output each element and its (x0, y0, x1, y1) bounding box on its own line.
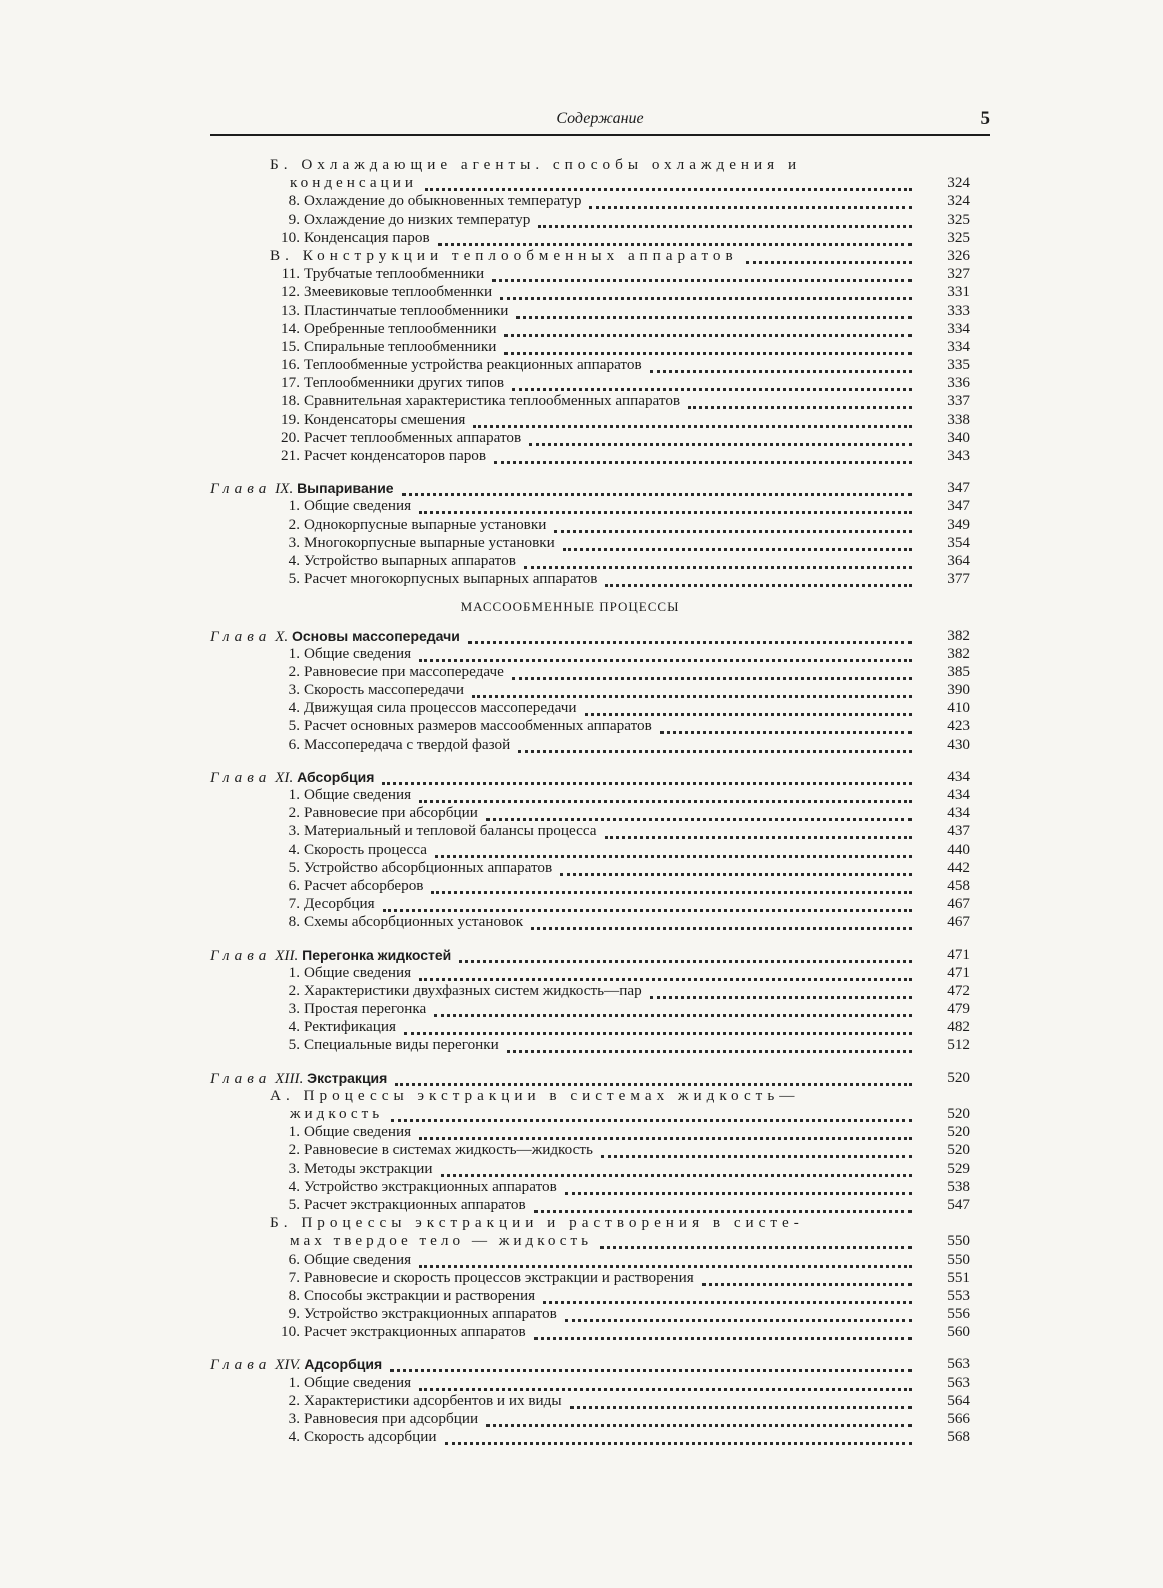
chapter-number: XII. (275, 946, 299, 964)
page-reference: 335 (947, 356, 970, 374)
entry-title: Расчет конденсаторов паров (304, 447, 487, 464)
page-reference: 324 (947, 192, 970, 210)
entry-number: 11. (281, 265, 300, 283)
entry-title: Характеристики двухфазных систем жидкость—пар (304, 981, 642, 999)
entry-number: 13. (281, 301, 300, 319)
entry-title: Способы экстракции и растворения (304, 1286, 536, 1304)
page-reference: 564 (947, 1391, 970, 1409)
header-rule (210, 134, 990, 136)
entry-number: 16. (281, 356, 300, 374)
page-reference: 340 (947, 428, 970, 446)
entry-number: 4. (288, 699, 300, 717)
entry-number: 9. (288, 210, 300, 228)
entry-number: 4. (288, 1428, 300, 1446)
entry-title: Теплообменные устройства реакционных аппаратов (304, 356, 642, 374)
entry-title: Пластинчатые теплообменники (304, 301, 509, 319)
toc-entry (210, 1036, 990, 1054)
entry-title: Устройство экстракционных аппаратов (304, 1177, 557, 1195)
entry-number: 5. (288, 858, 300, 876)
section-title: А. Процессы экстракции в системах жидкость— (270, 1086, 800, 1104)
entry-title: Специальные виды перегонки (304, 1036, 499, 1054)
page-reference: 512 (947, 1036, 970, 1054)
chapter-label: Глава (210, 627, 272, 645)
chapter-title: Выпаривание (297, 480, 394, 497)
entry-title: Расчет экстракционных аппаратов (304, 1323, 526, 1341)
entry-number: 8. (288, 1286, 300, 1304)
chapter-title: Экстракция (307, 1069, 388, 1086)
entry-title: Скорость адсорбции (304, 1428, 437, 1446)
entry-number: 6. (288, 735, 300, 753)
dot-leader (494, 443, 912, 464)
page-reference: 520 (947, 1068, 970, 1086)
entry-title: Десорбция (304, 895, 375, 913)
entry-title: Спиральные теплообменники (304, 337, 497, 355)
page-reference: 566 (947, 1410, 970, 1427)
dot-leader (445, 1424, 912, 1445)
entry-number: 10. (281, 1323, 300, 1341)
entry-number: 1. (288, 1373, 300, 1391)
entry-title: Однокорпусные выпарные установки (304, 515, 547, 533)
toc-entry (210, 1428, 990, 1446)
entry-title: Равновесие и скорость процессов экстракции и растворения (304, 1268, 694, 1286)
entry-title: Схемы абсорбционных установок (304, 913, 524, 931)
part-heading (210, 598, 990, 616)
chapter-label: Глава (210, 1356, 272, 1374)
entry-title: Расчет основных размеров массообменных аппаратов (304, 717, 652, 735)
chapter-label: Глава (210, 480, 272, 498)
chapter-title: Основы массопередачи (292, 627, 460, 644)
entry-title: Равновесие в системах жидкость—жидкость (304, 1141, 593, 1159)
page-reference: 442 (947, 858, 970, 876)
entry-number: 20. (281, 428, 300, 446)
page-reference: 325 (947, 210, 970, 228)
entry-title: Расчет экстракционных аппаратов (304, 1195, 526, 1213)
entry-title: Скорость процесса (304, 840, 427, 858)
entry-title: Расчет теплообменных аппаратов (304, 428, 522, 446)
page-reference: 434 (947, 786, 970, 803)
page-reference: 434 (947, 767, 970, 785)
page-reference: 563 (947, 1373, 970, 1391)
page-reference: 347 (947, 479, 970, 497)
entry-title: Охлаждение до низких температур (304, 210, 531, 228)
toc-entry (210, 570, 990, 588)
entry-title: Равновесия при адсорбции (304, 1410, 479, 1427)
entry-title: Охлаждение до обыкновенных температур (304, 192, 582, 210)
page-reference: 333 (947, 301, 970, 319)
entry-number: 5. (288, 717, 300, 735)
chapter-heading (210, 1355, 382, 1374)
dot-leader (518, 732, 912, 753)
chapter-heading (210, 768, 374, 787)
entry-number: 18. (281, 392, 300, 410)
entry-title: Общие сведения (304, 1123, 412, 1141)
entry-number: 2. (288, 515, 300, 533)
page-reference: 556 (947, 1305, 970, 1323)
entry-title: Сравнительная характеристика теплообменных аппаратов (304, 392, 681, 410)
chapter-heading (210, 479, 394, 498)
entry-number: 14. (281, 319, 300, 337)
chapter-title: Перегонка жидкостей (302, 946, 452, 963)
entry-title: Равновесие при абсорбции (304, 804, 478, 822)
section-title: жидкость (290, 1105, 384, 1122)
page-reference: 437 (947, 822, 970, 840)
page-reference: 471 (947, 963, 970, 981)
entry-title: Скорость массопередачи (304, 681, 464, 699)
entry-title: Общие сведения (304, 644, 412, 662)
entry-title: Устройство экстракционных аппаратов (304, 1305, 557, 1323)
chapter-number: XIV. (275, 1356, 301, 1374)
page-reference: 440 (947, 840, 970, 858)
page-reference: 336 (947, 374, 970, 392)
page-reference: 343 (947, 447, 970, 464)
entry-title: Общие сведения (304, 963, 412, 981)
entry-number: 1. (288, 644, 300, 662)
page-reference: 327 (947, 265, 970, 283)
entry-title: Общие сведения (304, 786, 412, 803)
toc-entry (210, 913, 990, 931)
page-reference: 410 (947, 699, 970, 717)
page-reference: 563 (947, 1355, 970, 1373)
entry-title: Расчет абсорберов (304, 876, 424, 894)
page-reference: 326 (947, 246, 970, 264)
dot-leader (531, 909, 912, 930)
page-reference: 568 (947, 1428, 970, 1446)
chapter-label: Глава (210, 768, 272, 786)
page-reference: 434 (947, 804, 970, 822)
page-reference: 547 (947, 1195, 970, 1213)
entry-number: 2. (288, 981, 300, 999)
page-reference: 520 (947, 1123, 970, 1141)
page-reference: 458 (947, 876, 970, 894)
toc-entry (210, 1196, 990, 1214)
page-reference: 382 (947, 626, 970, 644)
page-reference: 520 (947, 1105, 970, 1122)
entry-number: 6. (288, 1250, 300, 1268)
entry-number: 8. (288, 192, 300, 210)
running-title: Содержание (556, 110, 644, 127)
page-reference: 331 (947, 283, 970, 301)
entry-title: Материальный и тепловой балансы процесса (304, 822, 597, 840)
entry-title: Равновесие при массопередаче (304, 662, 504, 680)
page-reference: 529 (947, 1159, 970, 1177)
entry-number: 7. (288, 895, 300, 913)
toc-entry (210, 736, 990, 754)
entry-title: Характеристики адсорбентов и их виды (304, 1391, 562, 1409)
entry-number: 1. (288, 786, 300, 803)
entry-title: Змеевиковые теплообменнки (304, 283, 493, 301)
entry-number: 21. (281, 447, 300, 464)
entry-number: 4. (288, 551, 300, 569)
entry-number: 10. (281, 228, 300, 246)
page-reference: 560 (947, 1323, 970, 1341)
entry-number: 15. (281, 337, 300, 355)
entry-number: 2. (288, 804, 300, 822)
dot-leader (605, 566, 912, 587)
entry-number: 3. (288, 1159, 300, 1177)
page-reference: 553 (947, 1286, 970, 1304)
entry-number: 4. (288, 1177, 300, 1195)
entry-number: 1. (288, 963, 300, 981)
entry-number: 5. (288, 570, 300, 588)
entry-number: 4. (288, 840, 300, 858)
entry-title: Конденсация паров (304, 228, 430, 246)
section-title: конденсации (290, 174, 417, 192)
entry-number: 8. (288, 913, 300, 931)
page-reference: 347 (947, 497, 970, 515)
part-title: МАССООБМЕННЫЕ ПРОЦЕССЫ (460, 599, 680, 615)
page-reference: 467 (947, 895, 970, 913)
page-reference: 337 (947, 392, 970, 410)
page-reference: 349 (947, 515, 970, 533)
entry-title: Теплообменники других типов (304, 374, 505, 392)
page-reference: 520 (947, 1141, 970, 1159)
entry-number: 2. (288, 662, 300, 680)
chapter-number: X. (275, 627, 289, 645)
entry-number: 3. (288, 1000, 300, 1018)
section-title: В. Конструкции теплообменных аппаратов (270, 246, 738, 264)
dot-leader (507, 1032, 912, 1053)
page-reference: 430 (947, 735, 970, 753)
chapter-heading (210, 946, 451, 965)
entry-title: Ректификация (304, 1018, 397, 1036)
page-reference: 338 (947, 410, 970, 428)
entry-number: 2. (288, 1391, 300, 1409)
entry-title: Многокорпусные выпарные установки (304, 533, 555, 551)
entry-title: Общие сведения (304, 1373, 412, 1391)
entry-title: Конденсаторы смешения (304, 410, 466, 428)
page-reference: 334 (947, 319, 970, 337)
entry-title: Устройство абсорбционных аппаратов (304, 858, 553, 876)
entry-number: 3. (288, 533, 300, 551)
entry-title: Общие сведения (304, 497, 412, 515)
chapter-label: Глава (210, 946, 272, 964)
entry-title: Устройство выпарных аппаратов (304, 551, 516, 569)
chapter-number: XIII. (275, 1069, 304, 1087)
toc-entry (210, 447, 990, 465)
entry-number: 5. (288, 1036, 300, 1054)
entry-number: 9. (288, 1305, 300, 1323)
page-reference: 377 (947, 570, 970, 588)
page-reference: 471 (947, 945, 970, 963)
section-title: Б. Охлаждающие агенты. способы охлаждения и (270, 156, 802, 173)
chapter-number: XI. (275, 768, 294, 786)
section-title: Б. Процессы экстракции и растворения в систе- (270, 1214, 804, 1232)
entry-number: 4. (288, 1018, 300, 1036)
page-reference: 482 (947, 1018, 970, 1036)
entry-number: 3. (288, 681, 300, 699)
entry-number: 5. (288, 1195, 300, 1213)
page-reference: 551 (947, 1268, 970, 1286)
entry-number: 1. (288, 497, 300, 515)
entry-title: Массопередача с твердой фазой (304, 735, 511, 753)
page-number: 5 (980, 108, 990, 129)
page-reference: 550 (947, 1232, 970, 1250)
page-reference: 325 (947, 228, 970, 246)
entry-title: Простая перегонка (304, 1000, 427, 1018)
chapter-label: Глава (210, 1069, 272, 1087)
entry-number: 19. (281, 410, 300, 428)
section-title: мах твердое тело — жидкость (290, 1232, 593, 1250)
entry-number: 1. (288, 1123, 300, 1141)
chapter-entry (210, 1069, 990, 1087)
toc-entry (210, 1323, 990, 1341)
page-reference: 550 (947, 1250, 970, 1268)
entry-title: Общие сведения (304, 1250, 412, 1268)
entry-title: Оребренные теплообменники (304, 319, 497, 337)
dot-leader (534, 1192, 912, 1213)
page-reference: 324 (947, 174, 970, 192)
entry-number: 17. (281, 374, 300, 392)
entry-title: Трубчатые теплообменники (304, 265, 485, 283)
chapter-title: Абсорбция (297, 768, 375, 785)
dot-leader (534, 1319, 912, 1340)
page-reference: 382 (947, 644, 970, 662)
entry-number: 7. (288, 1268, 300, 1286)
page-reference: 423 (947, 717, 970, 735)
entry-number: 3. (288, 822, 300, 840)
table-of-contents (210, 156, 990, 1446)
entry-number: 2. (288, 1141, 300, 1159)
page-reference: 385 (947, 662, 970, 680)
chapter-heading (210, 1069, 387, 1088)
page-reference: 354 (947, 533, 970, 551)
page-reference: 538 (947, 1177, 970, 1195)
entry-title: Расчет многокорпусных выпарных аппаратов (304, 570, 598, 588)
page-reference: 472 (947, 981, 970, 999)
entry-number: 6. (288, 876, 300, 894)
entry-number: 12. (281, 283, 300, 301)
dot-leader (395, 1065, 912, 1086)
page-reference: 364 (947, 551, 970, 569)
page-reference: 390 (947, 681, 970, 699)
page-reference: 467 (947, 913, 970, 931)
running-header (210, 108, 990, 134)
entry-title: Методы экстракции (304, 1159, 433, 1177)
page-reference: 479 (947, 1000, 970, 1018)
page-reference: 334 (947, 337, 970, 355)
entry-title: Движущая сила процессов массопередачи (304, 699, 577, 717)
chapter-title: Адсорбция (304, 1356, 383, 1373)
entry-number: 3. (288, 1410, 300, 1427)
chapter-number: IX. (275, 480, 294, 498)
